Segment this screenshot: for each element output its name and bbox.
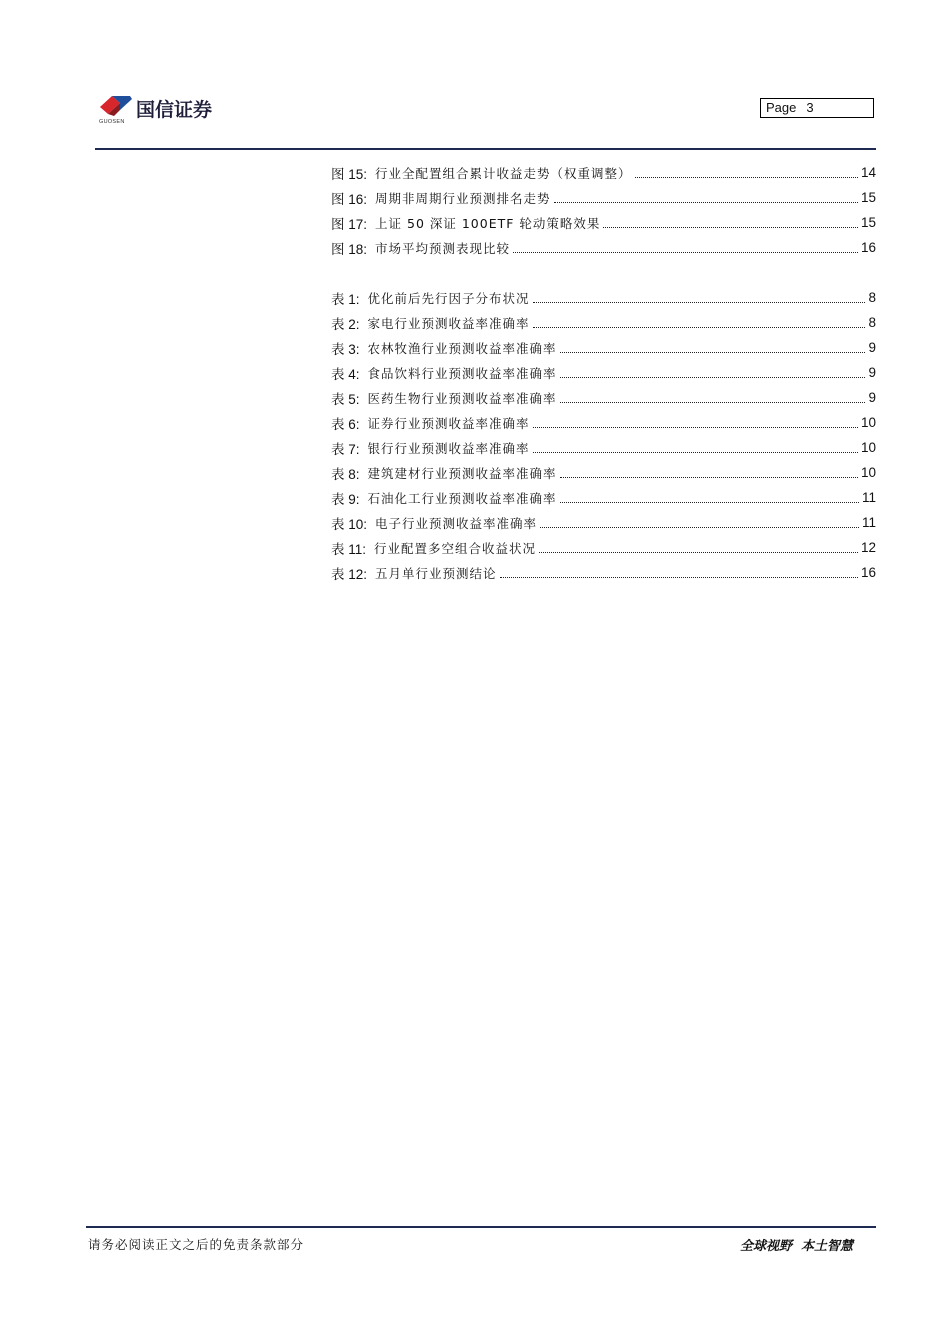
- dot-leader: [560, 352, 866, 353]
- entry-title: 周期非周期行业预测排名走势: [375, 190, 551, 206]
- dot-leader: [603, 227, 858, 228]
- entry-page: 15: [860, 190, 876, 205]
- entry-title: 优化前后先行因子分布状况: [367, 290, 530, 306]
- table-of-contents: [331, 160, 876, 585]
- entry-label: 表 6:: [331, 416, 360, 432]
- entry-page: 14: [860, 165, 876, 180]
- toc-table-entry[interactable]: [331, 310, 876, 335]
- entry-page: 10: [860, 415, 876, 430]
- toc-table-entry[interactable]: [331, 385, 876, 410]
- logo-subtext: GUOSEN: [99, 119, 125, 125]
- entry-title: 医药生物行业预测收益率准确率: [367, 390, 557, 406]
- toc-table-entry[interactable]: [331, 510, 876, 535]
- entry-page: 16: [860, 240, 876, 255]
- toc-figure-entry[interactable]: [331, 210, 876, 235]
- toc-figure-entry[interactable]: [331, 235, 876, 260]
- entry-page: 15: [860, 215, 876, 230]
- toc-table-entry[interactable]: [331, 335, 876, 360]
- entry-label: 表 9:: [331, 491, 360, 507]
- company-logo: [98, 93, 238, 129]
- dot-leader: [560, 502, 859, 503]
- dot-leader: [513, 252, 858, 253]
- entry-label: 表 5:: [331, 391, 360, 407]
- entry-label: 表 2:: [331, 316, 360, 332]
- entry-title: 行业配置多空组合收益状况: [374, 540, 537, 556]
- entry-title: 证券行业预测收益率准确率: [367, 415, 530, 431]
- toc-table-entry[interactable]: [331, 460, 876, 485]
- footer-rule: [86, 1226, 876, 1228]
- page-number: 3: [806, 100, 814, 115]
- dot-leader: [635, 177, 858, 178]
- entry-page: 10: [860, 465, 876, 480]
- toc-table-entry[interactable]: [331, 535, 876, 560]
- page-header: [0, 0, 950, 152]
- toc-table-entry[interactable]: [331, 435, 876, 460]
- logo-wordmark: 国信证券: [136, 99, 213, 121]
- entry-page: 16: [860, 565, 876, 580]
- entry-page: 11: [861, 490, 876, 505]
- entry-title: 银行行业预测收益率准确率: [367, 440, 530, 456]
- entry-page: 9: [868, 365, 876, 380]
- entry-page: 8: [868, 290, 876, 305]
- entry-title: 电子行业预测收益率准确率: [375, 515, 538, 531]
- dot-leader: [560, 477, 858, 478]
- entry-label: 表 8:: [331, 466, 360, 482]
- entry-title: 石油化工行业预测收益率准确率: [367, 490, 557, 506]
- entry-label: 图 18:: [331, 241, 368, 257]
- footer-disclaimer: 请务必阅读正文之后的免责条款部分: [88, 1237, 305, 1252]
- dot-leader: [554, 202, 858, 203]
- entry-label: 表 3:: [331, 341, 360, 357]
- dot-leader: [533, 327, 866, 328]
- entry-label: 表 1:: [331, 291, 360, 307]
- toc-table-entry[interactable]: [331, 485, 876, 510]
- entry-title: 农林牧渔行业预测收益率准确率: [367, 340, 557, 356]
- toc-table-entry[interactable]: [331, 560, 876, 585]
- header-rule: [95, 148, 876, 150]
- entry-label: 表 7:: [331, 441, 360, 457]
- dot-leader: [533, 427, 858, 428]
- toc-table-entry[interactable]: [331, 410, 876, 435]
- toc-table-entry[interactable]: [331, 285, 876, 310]
- dot-leader: [533, 302, 866, 303]
- toc-figure-entry[interactable]: [331, 160, 876, 185]
- entry-label: 图 15:: [331, 166, 368, 182]
- entry-page: 10: [860, 440, 876, 455]
- page-label: Page: [766, 100, 797, 115]
- dot-leader: [560, 402, 866, 403]
- entry-page: 9: [868, 390, 876, 405]
- entry-title: 建筑建材行业预测收益率准确率: [367, 465, 557, 481]
- entry-title: 上证 50 深证 100ETF 轮动策略效果: [375, 215, 601, 231]
- dot-leader: [533, 452, 858, 453]
- entry-page: 12: [860, 540, 876, 555]
- entry-title: 食品饮料行业预测收益率准确率: [367, 365, 557, 381]
- footer-slogan: 全球视野 本土智慧: [740, 1239, 854, 1254]
- entry-label: 图 17:: [331, 216, 368, 232]
- dot-leader: [560, 377, 866, 378]
- entry-label: 表 10:: [331, 516, 368, 532]
- entry-label: 表 11:: [331, 541, 367, 557]
- entry-title: 家电行业预测收益率准确率: [367, 315, 530, 331]
- dot-leader: [500, 577, 858, 578]
- dot-leader: [540, 527, 859, 528]
- entry-label: 表 4:: [331, 366, 360, 382]
- entry-title: 市场平均预测表现比较: [375, 240, 511, 256]
- entry-page: 8: [868, 315, 876, 330]
- table-list: [331, 285, 876, 585]
- entry-page: 9: [868, 340, 876, 355]
- entry-label: 表 12:: [331, 566, 368, 582]
- page-number-box: [760, 98, 874, 118]
- entry-label: 图 16:: [331, 191, 368, 207]
- entry-title: 行业全配置组合累计收益走势（权重调整）: [375, 165, 632, 181]
- toc-figure-entry[interactable]: [331, 185, 876, 210]
- toc-table-entry[interactable]: [331, 360, 876, 385]
- guosen-logo-icon: [98, 93, 134, 119]
- entry-page: 11: [861, 515, 876, 530]
- figure-list: [331, 160, 876, 260]
- dot-leader: [539, 552, 858, 553]
- entry-title: 五月单行业预测结论: [375, 565, 497, 581]
